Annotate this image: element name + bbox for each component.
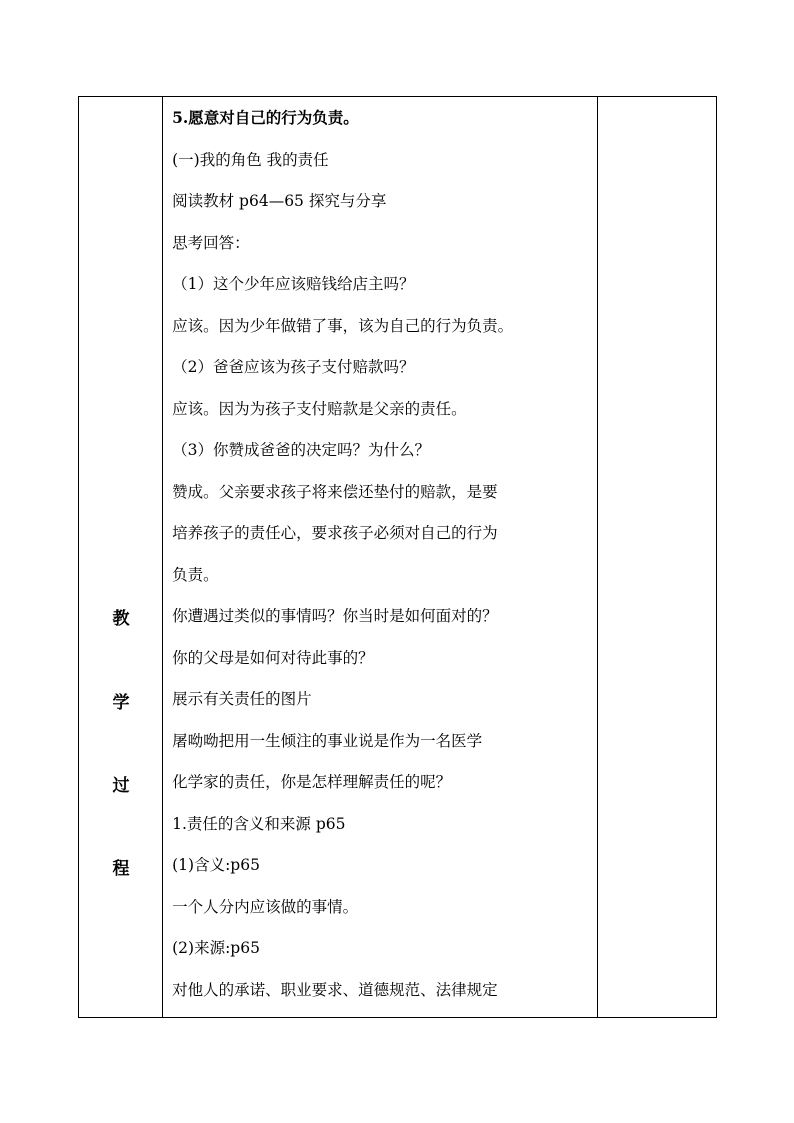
text-line: （3）你赞成爸爸的决定吗？为什么？ <box>172 441 430 459</box>
text-line: 5.愿意对自己的行为负责。 <box>172 108 359 127</box>
text-line: 化学家的责任，你是怎样理解责任的呢？ <box>172 773 452 791</box>
text-line: 应该。因为为孩子支付赔款是父亲的责任。 <box>172 399 467 418</box>
text-line: 你的父母是如何对待此事的？ <box>172 648 374 667</box>
text-line: 1.责任的含义和来源 p65 <box>172 814 346 833</box>
content-cell <box>163 97 598 1018</box>
section-label-char: 教 <box>112 609 130 629</box>
text-line: (2)来源:p65 <box>172 939 260 957</box>
section-label-char: 过 <box>112 776 130 796</box>
text-line: （1）这个少年应该赔钱给店主吗？ <box>172 275 415 293</box>
notes-cell <box>597 97 716 1018</box>
content-text <box>163 97 597 1017</box>
text-line: 阅读教材 p64—65 探究与分享 <box>172 192 387 210</box>
text-line: 思考回答： <box>172 233 250 252</box>
section-label-char: 程 <box>112 859 130 879</box>
table-row <box>79 97 717 1018</box>
text-line: (1)含义:p65 <box>172 856 260 874</box>
text-line: 展示有关责任的图片 <box>172 690 312 708</box>
section-label-cell <box>79 97 163 1018</box>
text-line: （2）爸爸应该为孩子支付赔款吗？ <box>172 358 415 376</box>
text-line: 负责。 <box>172 565 219 584</box>
text-line: 一个人分内应该做的事情。 <box>172 897 359 916</box>
text-line: 培养孩子的责任心，要求孩子必须对自己的行为 <box>172 524 498 542</box>
text-line: 应该。因为少年做错了事，该为自己的行为负责。 <box>172 316 514 335</box>
lesson-table <box>78 96 717 1018</box>
text-line: 你遭遇过类似的事情吗？你当时是如何面对的？ <box>172 607 498 625</box>
text-line: (一)我的角色 我的责任 <box>172 150 329 169</box>
section-label-char: 学 <box>112 693 130 713</box>
text-line: 赞成。父亲要求孩子将来偿还垫付的赔款，是要 <box>172 482 498 501</box>
text-line: 对他人的承诺、职业要求、道德规范、法律规定 <box>172 980 498 999</box>
text-line: 屠呦呦把用一生倾注的事业说是作为一名医学 <box>172 731 483 750</box>
